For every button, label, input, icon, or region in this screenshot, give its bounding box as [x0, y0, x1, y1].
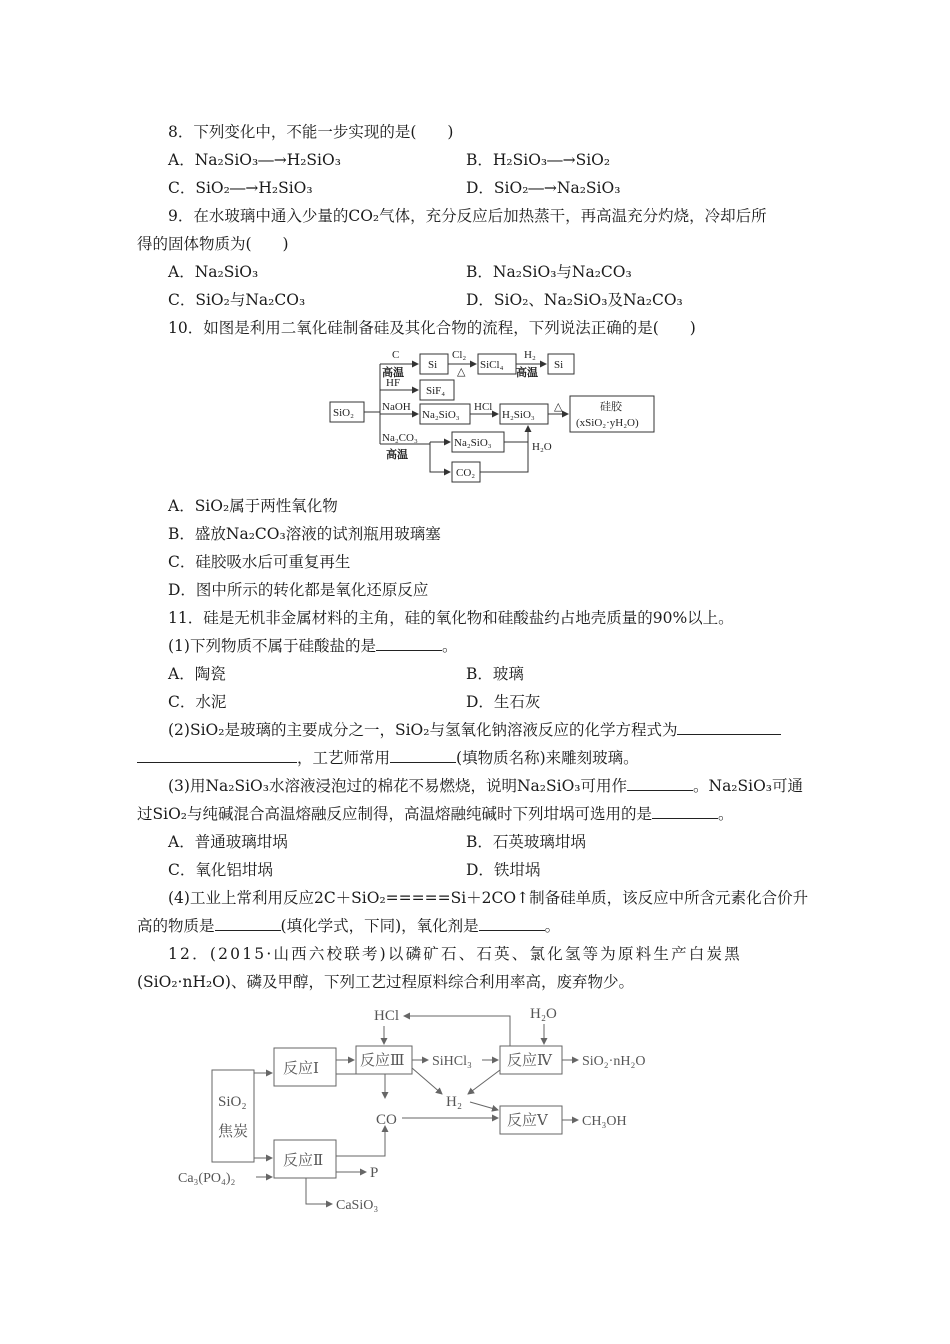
q9-option-b: B．Na₂SiO₃与Na₂CO₃ — [466, 263, 632, 281]
q11-part2-text-2: ，工艺师常用 — [297, 749, 391, 767]
silica-gel-formula: (xSiO₂·yH₂O) — [576, 417, 639, 429]
reaction-2-label: 反应Ⅱ — [283, 1153, 324, 1169]
q8-option-c: C．SiO₂―→H₂SiO₃ — [168, 179, 313, 197]
q11-stem: 11．硅是无机非金属材料的主角，硅的氧化物和硅酸盐约占地壳质量的90%以上。 — [168, 609, 734, 627]
q11-p1-option-d: D．生石灰 — [466, 693, 541, 711]
sif4-label: SiF₄ — [426, 385, 446, 397]
q10-option-a: A．SiO₂属于两性氧化物 — [168, 497, 338, 515]
q11-part3-text-2: 。Na₂SiO₃可通 — [693, 777, 804, 795]
answer-blank[interactable] — [376, 636, 442, 651]
q8-stem: 8．下列变化中，不能一步实现的是( ) — [168, 123, 454, 141]
gaowen-label-2: 高温 — [516, 367, 538, 379]
q11-part2-line1 — [168, 720, 781, 740]
h2sio3-label: H₂SiO₃ — [502, 409, 535, 421]
answer-blank[interactable] — [479, 916, 545, 931]
sio2-label: SiO₂ — [333, 407, 354, 419]
q11-part2-text-3: (填物质名称)来雕刻玻璃。 — [456, 749, 639, 767]
q11-part3-line2 — [137, 804, 734, 824]
na2sio3-label: Na₂SiO₃ — [422, 409, 460, 421]
gaowen-label-3: 高温 — [386, 449, 408, 461]
q12-process-diagram — [170, 994, 710, 1220]
ca3po4-label: Ca₃(PO₄)₂ — [178, 1171, 236, 1186]
coke-label: 焦炭 — [218, 1124, 249, 1140]
c-label: C — [392, 349, 400, 361]
reaction-5-label: 反应Ⅴ — [507, 1113, 548, 1129]
q9-option-d: D．SiO₂、Na₂SiO₃及Na₂CO₃ — [466, 291, 683, 309]
co2-label: CO₂ — [456, 467, 476, 479]
q10-option-d: D．图中所示的转化都是氧化还原反应 — [168, 581, 429, 599]
q11-p3-option-a: A．普通玻璃坩埚 — [168, 833, 288, 851]
q9-stem-line2: 得的固体物质为( ) — [137, 235, 289, 253]
hcl-label: HCl — [374, 1008, 400, 1024]
q9-option-c: C．SiO₂与Na₂CO₃ — [168, 291, 306, 309]
answer-blank[interactable] — [627, 776, 693, 791]
reaction-3-label: 反应Ⅲ — [360, 1053, 405, 1069]
q11-part4-text: 高的物质是 — [137, 917, 215, 935]
sihcl3-label: SiHCl₃ — [432, 1054, 472, 1069]
q11-part4-line2 — [137, 916, 560, 936]
naoh-label: NaOH — [382, 401, 411, 413]
gaowen-label-1: 高温 — [382, 367, 404, 379]
sio2-coke-box — [212, 1070, 254, 1162]
answer-blank[interactable] — [652, 804, 718, 819]
si-product-label: Si — [554, 359, 564, 371]
q11-part3-line1 — [168, 776, 803, 796]
q11-part4-text-3: 。 — [544, 917, 561, 935]
casio3-label: CaSiO₃ — [336, 1198, 379, 1213]
q10-flow-diagram — [320, 346, 660, 486]
q11-p1-option-b: B．玻璃 — [466, 665, 524, 683]
sicl4-label: SiCl₄ — [480, 359, 504, 371]
q11-p3-option-b: B．石英玻璃坩埚 — [466, 833, 586, 851]
q11-part3-text-3: 过SiO₂与纯碱混合高温熔融反应制得，高温熔融纯碱时下列坩埚可选用的是 — [137, 805, 652, 823]
q8-option-b: B．H₂SiO₃―→SiO₂ — [466, 151, 611, 169]
si-label: Si — [428, 359, 438, 371]
q11-part3-text-4: 。 — [718, 805, 734, 823]
q12-stem-line2: (SiO₂·nH₂O)、磷及甲醇，下列工艺过程原料综合利用率高，废弃物少。 — [137, 973, 634, 991]
q12-stem-line1: 12．(2015·山西六校联考)以磷矿石、石英、氯化氢等为原料生产白炭黑 — [168, 945, 742, 963]
q11-part3-text: (3)用Na₂SiO₃水溶液浸泡过的棉花不易燃烧，说明Na₂SiO₃可用作 — [168, 777, 627, 795]
q10-stem: 10．如图是利用二氧化硅制备硅及其化合物的流程，下列说法正确的是( ) — [168, 319, 696, 337]
h2o-label: H₂O — [532, 441, 552, 453]
co-label: CO — [376, 1112, 397, 1128]
q11-part2-text: (2)SiO₂是玻璃的主要成分之一，SiO₂与氢氧化钠溶液反应的化学方程式为 — [168, 721, 678, 739]
hcl-label: HCl — [474, 401, 493, 413]
hf-label: HF — [386, 377, 401, 389]
p-label: P — [370, 1165, 379, 1181]
cl2-label: Cl₂ — [452, 349, 467, 361]
delta-label-1: △ — [457, 366, 466, 378]
silica-gel-label: 硅胶 — [600, 401, 622, 413]
q11-part1 — [168, 636, 457, 656]
q11-part4-text-2: (填化学式，下同)，氧化剂是 — [280, 917, 479, 935]
na2co3-label: Na₂CO₃ — [382, 432, 418, 444]
q11-p3-option-c: C．氧化铝坩埚 — [168, 861, 273, 879]
q11-part2-line2 — [137, 748, 639, 768]
ch3oh-label: CH₃OH — [582, 1114, 627, 1129]
q8-option-d: D．SiO₂―→Na₂SiO₃ — [466, 179, 621, 197]
sio2-label: SiO₂ — [218, 1094, 247, 1110]
answer-blank[interactable] — [677, 720, 781, 735]
reaction-4-label: 反应Ⅳ — [507, 1053, 552, 1069]
product-label: SiO₂·nH₂O — [582, 1054, 646, 1069]
q9-option-a: A．Na₂SiO₃ — [168, 263, 259, 281]
q8-option-a: A．Na₂SiO₃―→H₂SiO₃ — [168, 151, 341, 169]
delta-label-2: △ — [554, 401, 563, 413]
answer-blank[interactable] — [215, 916, 281, 931]
q11-p1-option-c: C．水泥 — [168, 693, 227, 711]
q9-stem-line1: 9．在水玻璃中通入少量的CO₂气体，充分反应后加热蒸干，再高温充分灼烧，冷却后所 — [168, 207, 767, 225]
q11-part1-text: (1)下列物质不属于硅酸盐的是 — [168, 637, 376, 655]
reaction-1-label: 反应Ⅰ — [283, 1061, 319, 1077]
answer-blank[interactable] — [137, 748, 297, 763]
na2sio3-label-2: Na₂SiO₃ — [454, 437, 492, 449]
q11-p3-option-d: D．铁坩埚 — [466, 861, 541, 879]
answer-blank[interactable] — [390, 748, 456, 763]
h2-label: H₂ — [524, 349, 536, 361]
h2-label: H₂ — [446, 1094, 463, 1110]
q10-option-b: B．盛放Na₂CO₃溶液的试剂瓶用玻璃塞 — [168, 525, 441, 543]
q11-part1-end: 。 — [441, 637, 458, 655]
q11-part4-line1: (4)工业上常利用反应2C＋SiO₂=====Si＋2CO↑制备硅单质，该反应中所含元素化合价升 — [168, 889, 809, 907]
h2o-label: H₂O — [530, 1006, 557, 1022]
q10-option-c: C．硅胶吸水后可重复再生 — [168, 553, 351, 571]
q11-p1-option-a: A．陶瓷 — [168, 665, 226, 683]
